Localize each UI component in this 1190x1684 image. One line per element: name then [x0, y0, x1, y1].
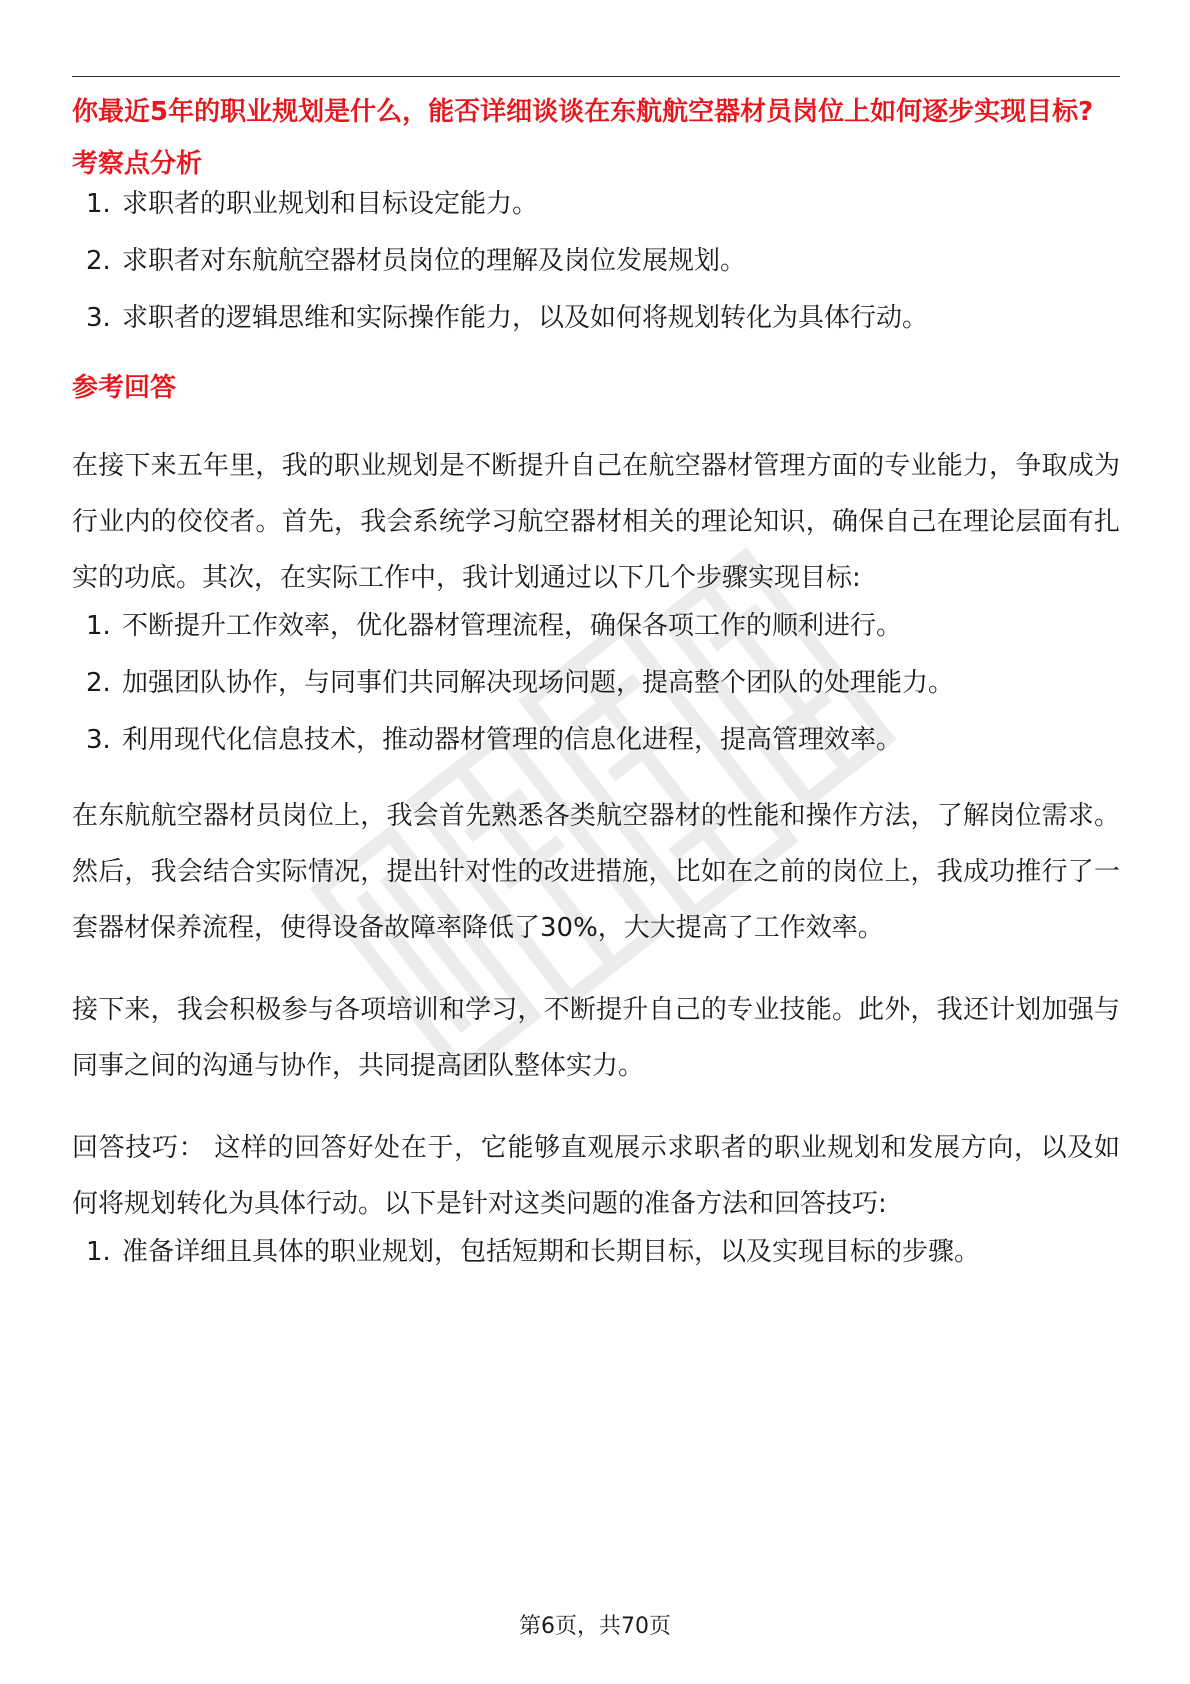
list-item-number: 2. [86, 246, 111, 276]
list-item-text: 加强团队协作，与同事们共同解决现场问题，提高整个团队的处理能力。 [122, 668, 955, 698]
list-item [72, 298, 1120, 338]
list-item [72, 184, 1120, 224]
top-rule [72, 76, 1120, 77]
tips-list [72, 1232, 1120, 1272]
page-number: 第6页，共70页 [519, 1614, 671, 1639]
answer-tips-paragraph: 回答技巧： 这样的回答好处在于，它能够直观展示求职者的职业规划和发展方向，以及如何将规划转化为具体行动。以下是针对这类问题的准备方法和回答技巧: [72, 1133, 1120, 1219]
list-item-number: 1. [86, 611, 111, 641]
list-item-number: 3. [86, 303, 111, 333]
list-item [72, 606, 1120, 646]
list-item [72, 663, 1120, 703]
list-item-text: 不断提升工作效率，优化器材管理流程，确保各项工作的顺利进行。 [122, 611, 903, 641]
question-title: 你最近5年的职业规划是什么，能否详细谈谈在东航航空器材员岗位上如何逐步实现目标? [72, 97, 1094, 127]
position-paragraph: 在东航航空器材员岗位上，我会首先熟悉各类航空器材的性能和操作方法，了解岗位需求。然后，我会结合实际情况，提出针对性的改进措施，比如在之前的岗位上，我成功推行了一套器材保养流程，使得设备故障率降低了30%，大大提高了工作效率。 [72, 801, 1120, 943]
next-steps-paragraph: 接下来，我会积极参与各项培训和学习，不断提升自己的专业技能。此外，我还计划加强与同事之间的沟通与协作，共同提高团队整体实力。 [72, 995, 1120, 1081]
analysis-list [72, 184, 1120, 338]
list-item-text: 求职者对东航航空器材员岗位的理解及岗位发展规划。 [122, 246, 747, 276]
list-item-number: 1. [86, 1237, 111, 1267]
list-item-text: 准备详细且具体的职业规划，包括短期和长期目标，以及实现目标的步骤。 [122, 1237, 981, 1267]
document-content [72, 92, 1120, 1272]
list-item-text: 利用现代化信息技术，推动器材管理的信息化进程，提高管理效率。 [122, 725, 903, 755]
analysis-heading: 考察点分析 [72, 149, 203, 179]
list-item-number: 2. [86, 668, 111, 698]
list-item-text: 求职者的逻辑思维和实际操作能力，以及如何将规划转化为具体行动。 [122, 303, 929, 333]
list-item-number: 1. [86, 189, 111, 219]
answer-intro-paragraph: 在接下来五年里，我的职业规划是不断提升自己在航空器材管理方面的专业能力，争取成为行业内的佼佼者。首先，我会系统学习航空器材相关的理论知识，确保自己在理论层面有扎实的功底。其次，在实际工作中，我计划通过以下几个步骤实现目标: [72, 451, 1120, 593]
list-item-text: 求职者的职业规划和目标设定能力。 [122, 189, 539, 219]
answer-heading: 参考回答 [72, 373, 177, 403]
list-item [72, 241, 1120, 281]
list-item [72, 720, 1120, 760]
list-item [72, 1232, 1120, 1272]
steps-list [72, 606, 1120, 760]
list-item-number: 3. [86, 725, 111, 755]
